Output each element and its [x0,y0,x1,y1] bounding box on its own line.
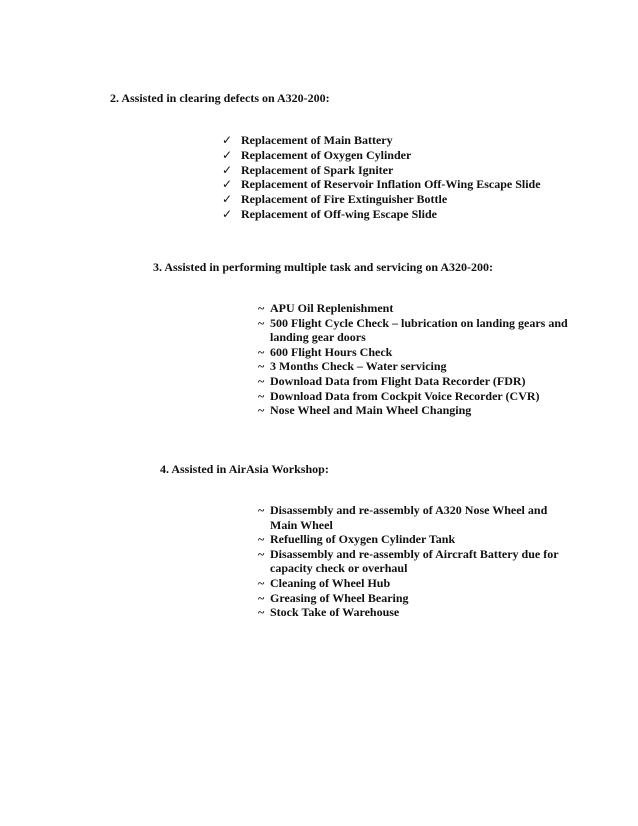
list-item-text: Replacement of Main Battery [241,133,393,147]
list-item-text: Replacement of Spark Igniter [241,162,394,177]
list-item-text: Disassembly and re-assembly of A320 Nose Wheel and Main Wheel [270,503,548,532]
list-item [258,316,576,345]
list-item [258,389,576,404]
checkmark-icon: ✓ [222,192,233,207]
tilde-bullet-icon: ~ [258,301,265,315]
list-item-text: Replacement of Off-wing Escape Slide [241,206,437,221]
list-item-text: 500 Flight Cycle Check – lubrication on landing gears and landing gear doors [270,315,568,345]
section-3-heading: 3. Assisted in performing multiple task and servicing on A320-200: [153,260,494,274]
list-item [258,301,576,316]
checkmark-icon: ✓ [222,147,233,162]
list-item-text: Cleaning of Wheel Hub [270,575,391,590]
list-item-text: Replacement of Oxygen Cylinder [241,147,412,162]
list-item [258,591,576,606]
checkmark-icon: ✓ [222,162,233,177]
checkmark-icon: ✓ [222,133,233,147]
list-item [258,605,576,620]
list-item [258,547,576,576]
list-item-text: APU Oil Replenishment [270,301,394,315]
tilde-bullet-icon: ~ [258,359,265,374]
servicing-list [258,301,576,418]
list-item-text: Nose Wheel and Main Wheel Changing [270,403,472,418]
defects-checklist [222,133,541,222]
list-item-text: 3 Months Check – Water servicing [270,359,447,374]
list-item [258,403,576,418]
checkmark-icon: ✓ [222,177,233,192]
list-item [222,163,541,178]
list-item-text: Disassembly and re-assembly of Aircraft Battery due for capacity check or overhaul [270,546,559,576]
tilde-bullet-icon: ~ [258,590,265,605]
workshop-list [258,503,576,620]
list-item-text: Stock Take of Warehouse [270,605,400,620]
list-item [222,207,541,222]
list-item-text: Replacement of Reservoir Inflation Off-Wing Escape Slide [241,177,541,192]
tilde-bullet-icon: ~ [258,605,265,620]
tilde-bullet-icon: ~ [258,546,265,561]
section-4-heading: 4. Assisted in AirAsia Workshop: [160,462,329,476]
section-2-heading: 2. Assisted in clearing defects on A320-200: [110,91,330,105]
list-item-text: Refuelling of Oxygen Cylinder Tank [270,532,456,547]
tilde-bullet-icon: ~ [258,575,265,590]
list-item-text: Download Data from Cockpit Voice Recorder (CVR) [270,388,540,403]
list-item [222,148,541,163]
tilde-bullet-icon: ~ [258,373,265,388]
list-item [258,576,576,591]
list-item-text: Download Data from Flight Data Recorder (FDR) [270,373,526,388]
list-item [222,192,541,207]
list-item [258,532,576,547]
list-item [258,503,576,532]
list-item-text: Replacement of Fire Extinguisher Bottle [241,192,448,207]
tilde-bullet-icon: ~ [258,388,265,403]
checkmark-icon: ✓ [222,206,233,221]
list-item-text: 600 Flight Hours Check [270,344,393,359]
tilde-bullet-icon: ~ [258,503,265,517]
list-item-text: Greasing of Wheel Bearing [270,590,409,605]
tilde-bullet-icon: ~ [258,315,265,330]
list-item [258,374,576,389]
tilde-bullet-icon: ~ [258,344,265,359]
tilde-bullet-icon: ~ [258,532,265,547]
list-item [258,359,576,374]
list-item [222,177,541,192]
tilde-bullet-icon: ~ [258,403,265,418]
list-item [222,133,541,148]
list-item [258,345,576,360]
